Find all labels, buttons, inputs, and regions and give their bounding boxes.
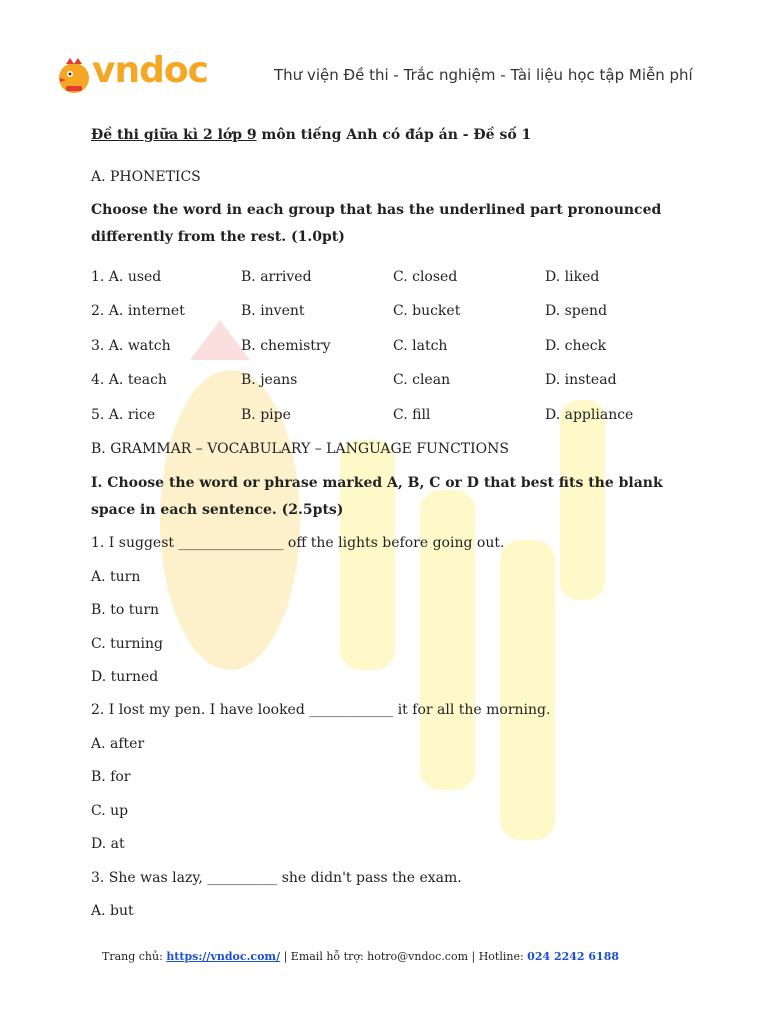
document-title bbox=[91, 127, 531, 143]
section-a-heading: A. PHONETICS bbox=[91, 169, 201, 185]
vndoc-logo[interactable] bbox=[54, 50, 234, 100]
page-footer bbox=[102, 950, 619, 963]
option: C. clean bbox=[393, 372, 451, 388]
section-b-instruction: I. Choose the word or phrase marked A, B, C or D that best fits the blank space in each sentence. (2.5pts) bbox=[91, 475, 663, 518]
question-1: 1. I suggest _______________ off the lights before going out. bbox=[91, 535, 505, 551]
footer-contact: | Email hỗ trợ: hotro@vndoc.com | Hotline: bbox=[280, 950, 528, 963]
answer-option: B. for bbox=[91, 769, 131, 785]
section-a-instruction: Choose the word in each group that has the underlined part pronounced differently from the rest. (1.0pt) bbox=[91, 202, 662, 245]
option: 3. A. watch bbox=[91, 338, 171, 354]
page-header bbox=[0, 0, 768, 110]
answer-option: B. to turn bbox=[91, 602, 160, 618]
option: 4. A. teach bbox=[91, 372, 167, 388]
option: B. arrived bbox=[241, 269, 312, 285]
phonetics-row bbox=[91, 303, 701, 323]
answer-option: A. but bbox=[91, 903, 134, 919]
answer-option: C. turning bbox=[91, 636, 163, 652]
phonetics-row bbox=[91, 338, 701, 358]
question-2: 2. I lost my pen. I have looked ____________ it for all the morning. bbox=[91, 702, 551, 718]
option: D. spend bbox=[545, 303, 608, 319]
option: 1. A. used bbox=[91, 269, 162, 285]
option: C. bucket bbox=[393, 303, 461, 319]
answer-option: A. after bbox=[91, 736, 145, 752]
rooster-logo-icon bbox=[54, 56, 94, 96]
option: D. instead bbox=[545, 372, 617, 388]
hotline-number[interactable]: 024 2242 6188 bbox=[527, 950, 620, 963]
question-3: 3. She was lazy, __________ she didn't pass the exam. bbox=[91, 870, 462, 886]
option: D. appliance bbox=[545, 407, 634, 423]
section-b-heading: B. GRAMMAR – VOCABULARY – LANGUAGE FUNCTIONS bbox=[91, 441, 509, 457]
answer-option: D. at bbox=[91, 836, 125, 852]
answer-option: A. turn bbox=[91, 569, 141, 585]
title-rest: môn tiếng Anh có đáp án - Đề số 1 bbox=[256, 127, 532, 143]
phonetics-row bbox=[91, 407, 701, 427]
option: C. fill bbox=[393, 407, 431, 423]
option: 2. A. internet bbox=[91, 303, 185, 319]
answer-option: D. turned bbox=[91, 669, 159, 685]
option: C. closed bbox=[393, 269, 458, 285]
option: B. invent bbox=[241, 303, 305, 319]
footer-prefix: Trang chủ: bbox=[102, 950, 167, 963]
option: B. chemistry bbox=[241, 338, 331, 354]
site-tagline: Thư viện Đề thi - Trắc nghiệm - Tài liệu học tập Miễn phí bbox=[274, 66, 693, 84]
option: B. pipe bbox=[241, 407, 291, 423]
phonetics-row bbox=[91, 269, 701, 289]
answer-option: C. up bbox=[91, 803, 129, 819]
option: 5. A. rice bbox=[91, 407, 156, 423]
option: D. check bbox=[545, 338, 607, 354]
homepage-link[interactable]: https://vndoc.com/ bbox=[166, 950, 281, 963]
option: D. liked bbox=[545, 269, 600, 285]
option: B. jeans bbox=[241, 372, 298, 388]
title-underlined-part: Đề thi giữa kì 2 lớp 9 bbox=[91, 127, 257, 143]
option: C. latch bbox=[393, 338, 448, 354]
phonetics-row bbox=[91, 372, 701, 392]
logo-text: vndoc bbox=[92, 50, 208, 91]
